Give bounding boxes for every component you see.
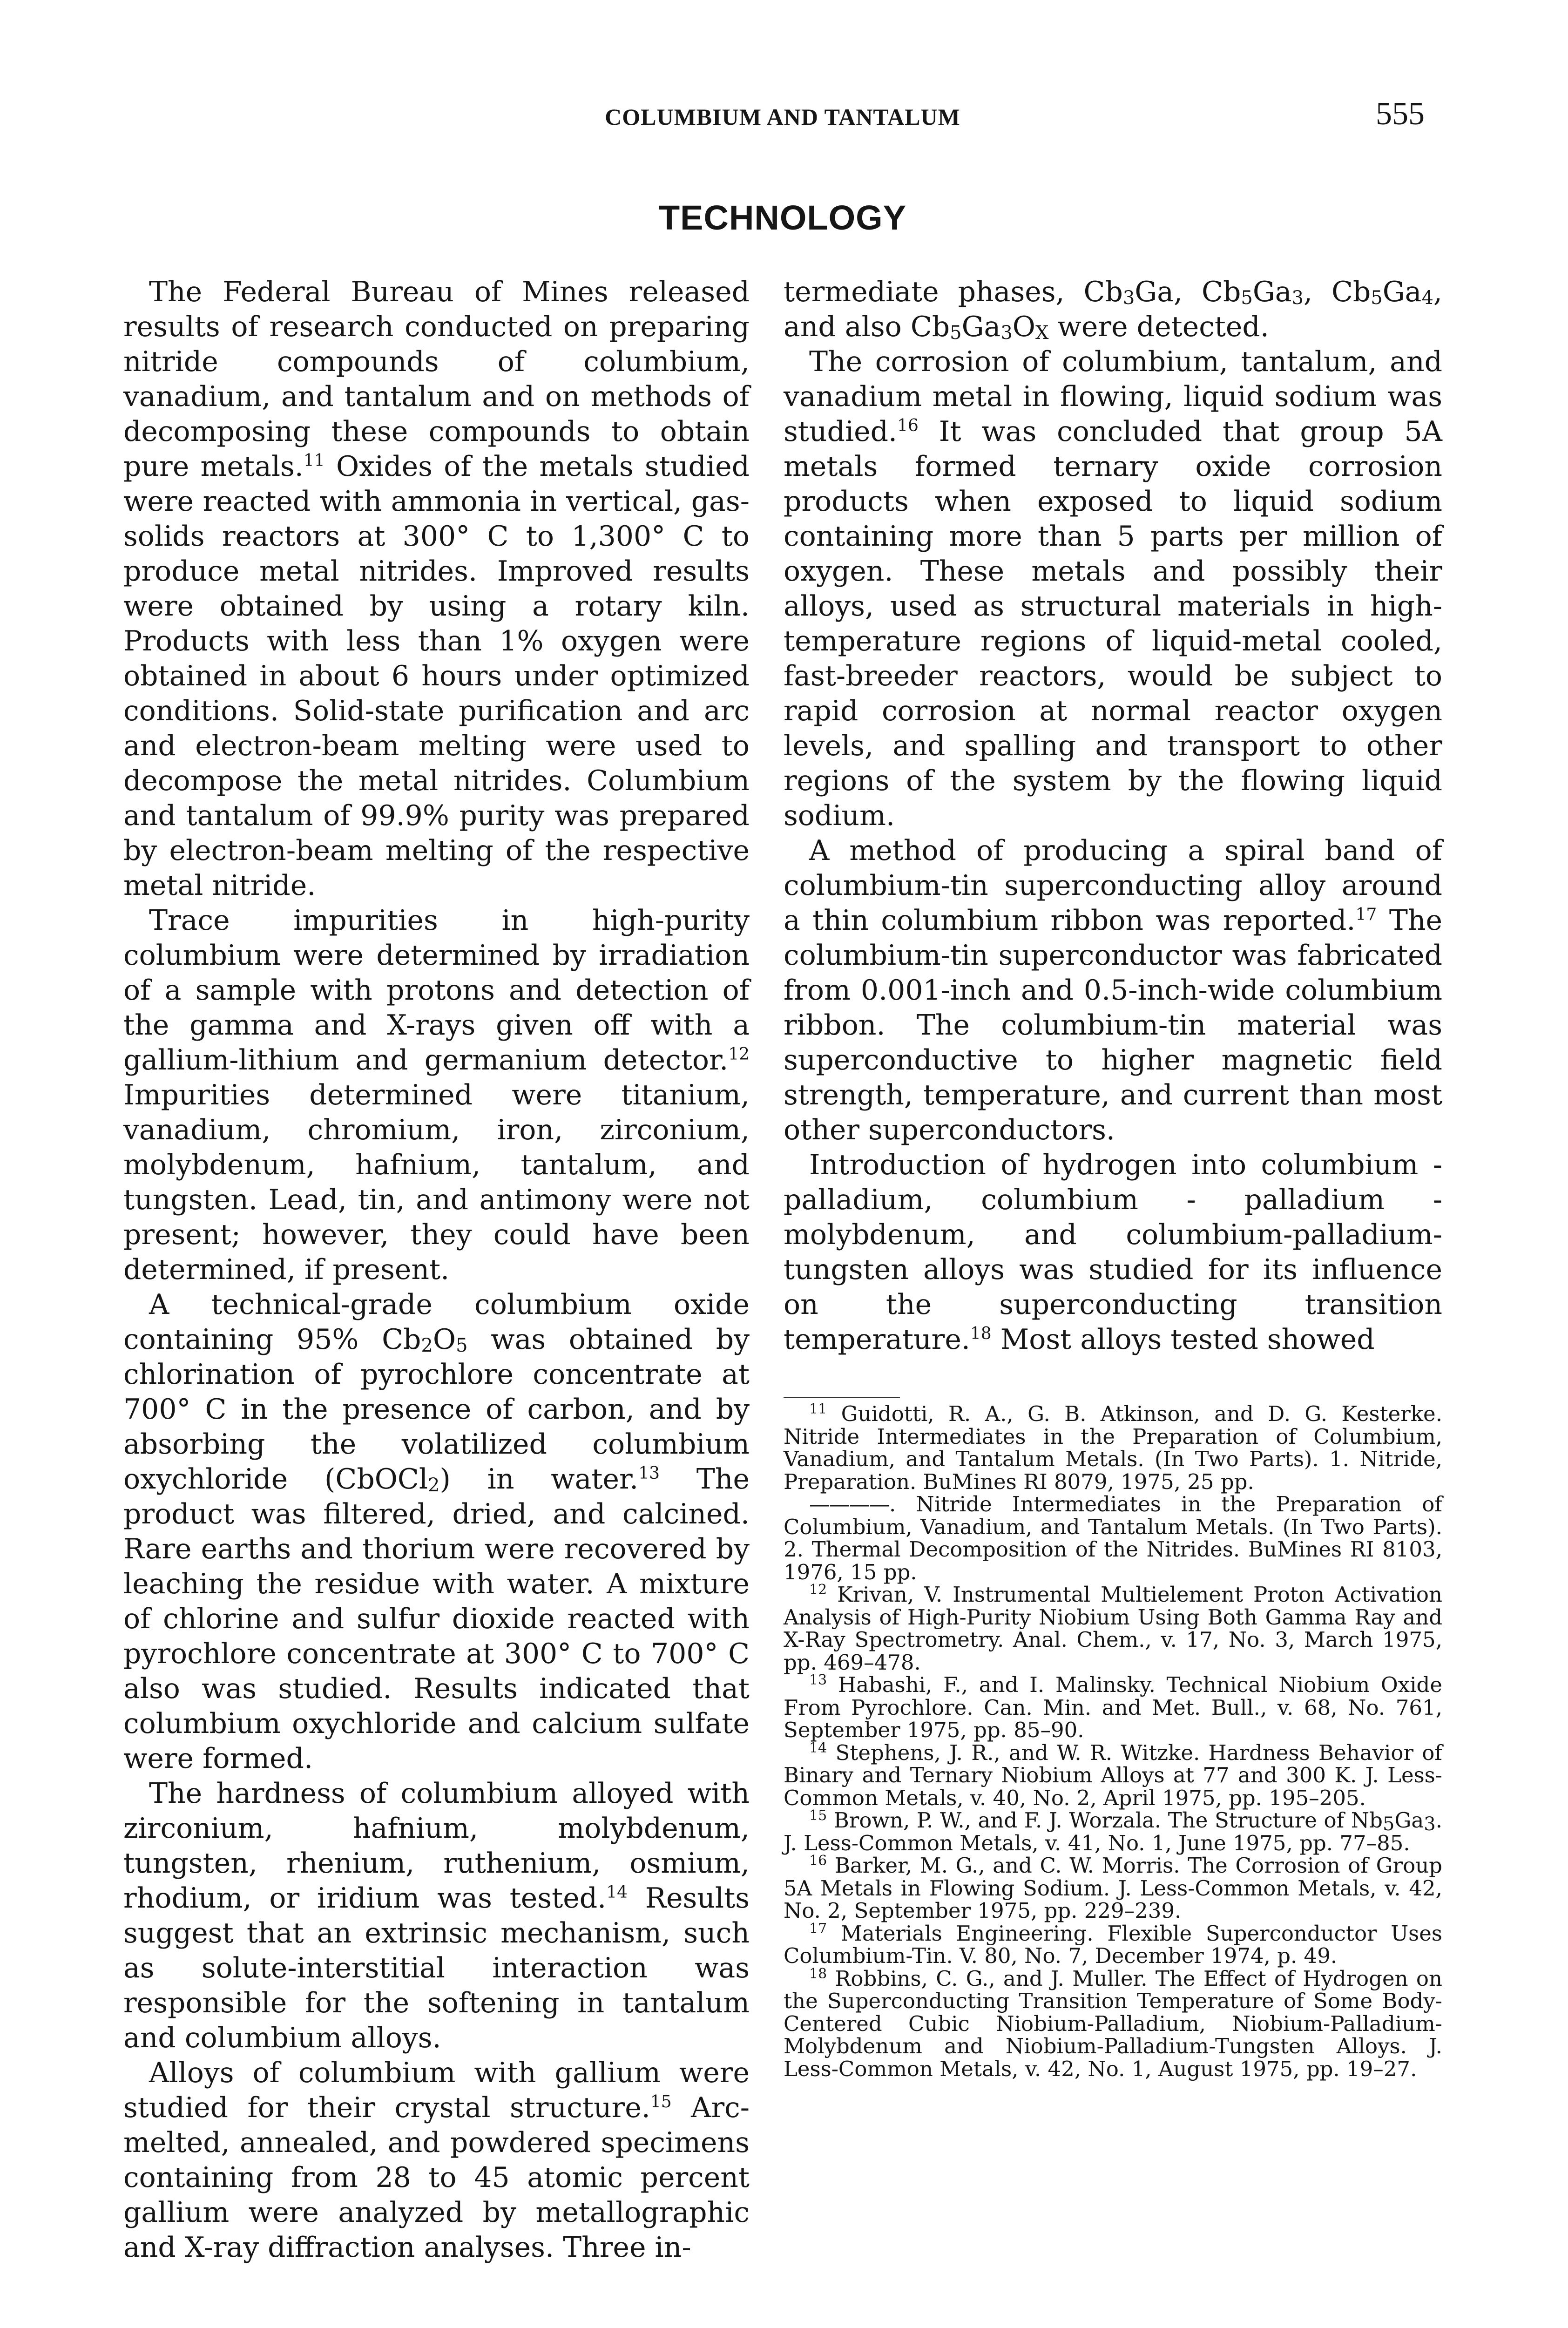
footnote-12: $^{12}$ Krivan, V. Instrumental Multielement Proton Activation Analysis of High-Purity Niobium Using Both Gamma Ray and X-Ray Spectrometry. Anal. Chem., v. 17, No. 3, March 1975, pp. 469–478.	[784, 1582, 1442, 1675]
paragraph-continued-phases: termediate phases, $Cb_3Ga$, $Cb_5Ga_3$, $Cb_5Ga_4$, and also $Cb_5Ga_3O_X$ were detected.	[784, 276, 1442, 344]
footnote-ref-16[interactable]: 16	[897, 416, 919, 435]
footnote-ref-14[interactable]: 14	[606, 1883, 628, 1902]
footnote-15: $^{15}$ Brown, P. W., and F. J. Worzala. The Structure of $Nb_5Ga_3$. J. Less-Common Metals, v. 41, No. 1, June 1975, pp. 77–85.	[784, 1807, 1442, 1855]
footnote-14: $^{14}$ Stephens, J. R., and W. R. Witzke. Hardness Behavior of Binary and Ternary Niobium Alloys at 77 and 300 K. J. Less-Common Metals, v. 40, No. 2, April 1975, pp. 195–205.	[784, 1739, 1442, 1810]
paragraph-corrosion: The corrosion of columbium, tantalum, and vanadium metal in flowing, liquid sodium was studied.$^{16}$ It was concluded that group 5A metals formed ternary oxide corrosion products when exposed to liquid sodium containing more than 5 parts per million of oxygen. These metals and possibly their alloys, used as structural materials in high-temperature regions of liquid-metal cooled, fast-breeder reactors, would be subject to rapid corrosion at normal reactor oxygen levels, and spalling and transport to other regions of the system by the flowing liquid sodium.	[784, 345, 1442, 832]
footnote-ref-12[interactable]: 12	[728, 1045, 750, 1064]
footnote-18: $^{18}$ Robbins, C. G., and J. Muller. The Effect of Hydrogen on the Superconducting Transition Temperature of Some Body-Centered Cubic Niobium-Palladium, Niobium-Palladium-Molybdenum and Niobium-Palladium-Tungsten Alloys. J. Less-Common Metals, v. 42, No. 1, August 1975, pp. 19–27.	[784, 1965, 1442, 2081]
footnote-17: $^{17}$ Materials Engineering. Flexible Superconductor Uses Columbium-Tin. V. 80, No. 7, December 1974, p. 49.	[784, 1920, 1442, 1968]
footnote-ref-11[interactable]: 11	[303, 451, 325, 470]
left-column	[123, 275, 750, 2265]
section-title: TECHNOLOGY	[658, 198, 907, 237]
paragraph-columbium-oxide: A technical-grade columbium oxide containing 95% $Cb_2O_5$ was obtained by chlorination of pyrochlore concentrate at 700° C in the presence of carbon, and by absorbing the volatilized columbium oxychloride (CbOCl$_2$) in water.$^{13}$ The product was filtered, dried, and calcined. Rare earths and thorium were recovered by leaching the residue with water. A mixture of chlorine and sulfur dioxide reacted with pyrochlore concentrate at 300° C to 700° C also was studied. Results indicated that columbium oxychloride and calcium sulfate were formed.	[123, 1288, 750, 1775]
right-column	[784, 275, 1442, 2080]
footnotes	[784, 1403, 1442, 2080]
paragraph-nitride-compounds: The Federal Bureau of Mines released results of research conducted on preparing nitride compounds of columbium, vanadium, and tantalum and on methods of decomposing these compounds to obtain pure metals.$^{11}$ Oxides of the metals studied were reacted with ammonia in vertical, gas-solids reactors at 300° C to 1,300° C to produce metal nitrides. Improved results were obtained by using a rotary kiln. Products with less than 1% oxygen were obtained in about 6 hours under optimized conditions. Solid-state purification and arc and electron-beam melting were used to decompose the metal nitrides. Columbium and tantalum of 99.9% purity was prepared by electron-beam melting of the respective metal nitride.	[123, 276, 750, 902]
footnote-divider	[784, 1397, 900, 1398]
footnote-11-part-2: ————. Nitride Intermediates in the Preparation of Columbium, Vanadium, and Tantalum Metals. (In Two Parts). 2. Thermal Decomposition of the Nitrides. BuMines RI 8103, 1976, 15 pp.	[784, 1492, 1442, 1584]
paragraph-gallium-alloys: Alloys of columbium with gallium were studied for their crystal structure.$^{15}$ Arc-melted, annealed, and powdered specimens containing from 28 to 45 atomic percent gallium were analyzed by metallographic and X-ray diffraction analyses. Three in-	[123, 2057, 750, 2264]
running-header: COLUMBIUM AND TANTALUM	[605, 104, 960, 130]
footnote-13: $^{13}$ Habashi, F., and I. Malinsky. Technical Niobium Oxide From Pyrochlore. Can. Min. and Met. Bull., v. 68, No. 761, September 1975, pp. 85–90.	[784, 1672, 1442, 1742]
footnote-11: $^{11}$ Guidotti, R. A., G. B. Atkinson, and D. G. Kesterke. Nitride Intermediates in the Preparation of Columbium, Vanadium, and Tantalum Metals. (In Two Parts). 1. Nitride, Preparation. BuMines RI 8079, 1975, 25 pp.	[784, 1401, 1442, 1494]
page-number: 555	[1376, 96, 1425, 132]
paragraph-trace-impurities: Trace impurities in high-purity columbium were determined by irradiation of a sample with protons and detection of the gamma and X-rays given off with a gallium-lithium and germanium detector.$^{12}$ Impurities determined were titanium, vanadium, chromium, iron, zirconium, molybdenum, hafnium, tantalum, and tungsten. Lead, tin, and antimony were not present; however, they could have been determined, if present.	[123, 904, 750, 1286]
paragraph-spiral-band: A method of producing a spiral band of columbium-tin superconducting alloy around a thin columbium ribbon was reported.$^{17}$ The columbium-tin superconductor was fabricated from 0.001-inch and 0.5-inch-wide columbium ribbon. The columbium-tin material was superconductive to higher magnetic field strength, temperature, and current than most other superconductors.	[784, 834, 1442, 1146]
footnote-ref-18[interactable]: 18	[970, 1324, 992, 1343]
footnote-ref-15[interactable]: 15	[650, 2092, 672, 2111]
footnote-ref-17[interactable]: 17	[1355, 905, 1377, 924]
footnote-ref-13[interactable]: 13	[638, 1464, 660, 1483]
footnote-16: $^{16}$ Barker, M. G., and C. W. Morris. The Corrosion of Group 5A Metals in Flowing Sodium. J. Less-Common Metals, v. 42, No. 2, September 1975, pp. 229–239.	[784, 1853, 1442, 1923]
paragraph-hydrogen: Introduction of hydrogen into columbium - palladium, columbium - palladium - molybdenum, and columbium-palladium-tungsten alloys was studied for its influence on the superconducting transition temperature.$^{18}$ Most alloys tested showed	[784, 1149, 1442, 1356]
paragraph-hardness: The hardness of columbium alloyed with zirconium, hafnium, molybdenum, tungsten, rhenium, ruthenium, osmium, rhodium, or iridium was tested.$^{14}$ Results suggest that an extrinsic mechanism, such as solute-interstitial interaction was responsible for the softening in tantalum and columbium alloys.	[123, 1777, 750, 2054]
